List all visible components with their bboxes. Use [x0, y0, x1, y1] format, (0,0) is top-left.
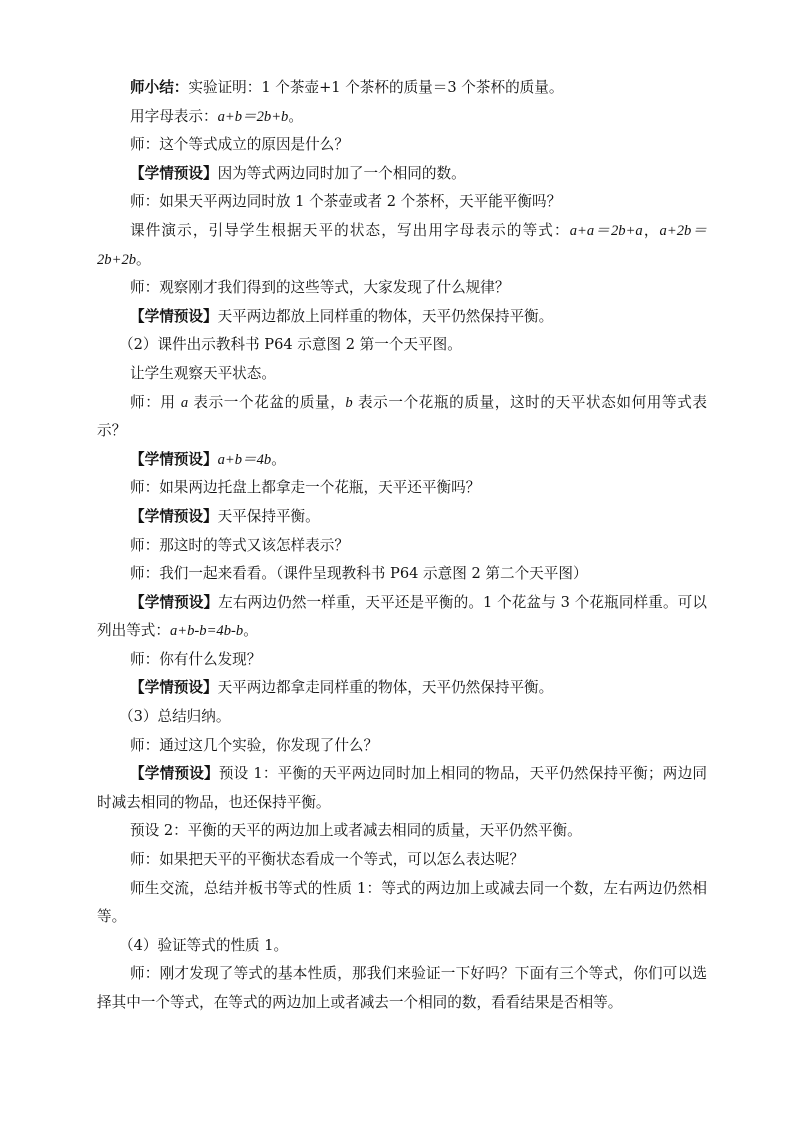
paragraph: [97, 74, 707, 103]
bold-label: 【学情预设】: [130, 164, 218, 182]
paragraph-text: 天平两边都放上同样重的物体，天平仍然保持平衡。: [217, 307, 554, 325]
paragraph-text: 表示一个花瓶的质量，这时的天平状态如何用等式表示？: [97, 393, 707, 440]
math-expression: a: [180, 394, 189, 411]
paragraph: [97, 331, 707, 360]
paragraph-text: 左右两边仍然一样重，天平还是平衡的。1 个花盆与 3 个花瓶同样重。可以列出等式：: [97, 593, 707, 640]
paragraph-text: 师：如果把天平的平衡状态看成一个等式，可以怎么表达呢？: [130, 851, 525, 869]
paragraph-text: 预设 2：平衡的天平的两边加上或者减去相同的质量，天平仍然平衡。: [130, 822, 582, 840]
math-expression: a+a＝2b+a: [569, 222, 643, 239]
paragraph: [97, 960, 707, 1017]
paragraph: [97, 846, 707, 875]
paragraph-text: 师：你有什么发现？: [130, 650, 262, 668]
paragraph: [97, 389, 707, 446]
paragraph-text: 预设 1：平衡的天平两边同时加上相同的物品，天平仍然保持平衡；两边同时减去相同的物品，也还保持平衡。: [97, 765, 707, 811]
paragraph-text: 表示一个花盆的质量，: [188, 393, 346, 411]
paragraph: [97, 674, 707, 703]
paragraph: [97, 932, 707, 961]
paragraph: [97, 875, 707, 932]
paragraph: [97, 446, 707, 475]
paragraph-text: 师：如果两边托盘上都拿走一个花瓶，天平还平衡吗？: [130, 479, 481, 497]
paragraph: [97, 131, 707, 160]
paragraph-text: 实验证明：1 个茶壶+1 个茶杯的质量＝3 个茶杯的质量。: [188, 79, 564, 96]
paragraph-text: 。: [136, 250, 151, 268]
paragraph: [97, 589, 707, 646]
bold-label: 【学情预设】: [130, 765, 219, 783]
paragraph-text: ，: [642, 221, 660, 239]
math-expression: a+b＝4b: [217, 451, 272, 468]
paragraph: [97, 532, 707, 561]
paragraph: [97, 503, 707, 532]
bold-label: 【学情预设】: [130, 679, 218, 697]
paragraph: [97, 817, 707, 846]
paragraph-text: 师：如果天平两边同时放 1 个茶壶或者 2 个茶杯，天平能平衡吗？: [130, 193, 562, 211]
bold-label: 【学情预设】: [130, 593, 219, 611]
paragraph-text: 因为等式两边同时加了一个相同的数。: [217, 164, 466, 182]
math-expression: b: [345, 394, 353, 411]
math-expression: a+b＝2b+b: [217, 108, 289, 125]
paragraph-text: 师：我们一起来看看。（课件呈现教科书 P64 示意图 2 第二个天平图）: [130, 565, 588, 583]
paragraph-text: 师：那这时的等式又该怎样表示？: [130, 536, 349, 554]
paragraph: [97, 732, 707, 761]
document-page: [97, 74, 707, 1018]
paragraph-text: 课件演示，引导学生根据天平的状态，写出用字母表示的等式：: [130, 221, 570, 239]
bold-label: 师小结：: [130, 79, 189, 96]
paragraph-text: 。: [243, 622, 258, 640]
paragraph: [97, 646, 707, 675]
paragraph-text: 。: [288, 107, 303, 125]
paragraph: [97, 103, 707, 132]
paragraph-text: 让学生观察天平状态。: [130, 364, 276, 382]
paragraph: [97, 303, 707, 332]
paragraph: [97, 217, 707, 274]
paragraph-text: 师：通过这几个实验，你发现了什么？: [130, 736, 379, 754]
paragraph: [97, 160, 707, 189]
paragraph: [97, 474, 707, 503]
math-expression: a+2b＝2b+2b: [97, 222, 707, 268]
paragraph-text: 天平保持平衡。: [217, 507, 320, 525]
paragraph-text: 用字母表示：: [130, 107, 218, 125]
paragraph-text: 师：这个等式成立的原因是什么？: [130, 136, 349, 154]
paragraph: [97, 703, 707, 732]
paragraph-text: （4）验证等式的性质 1。: [119, 936, 289, 954]
paragraph-text: 师：用: [130, 393, 181, 411]
bold-label: 【学情预设】: [130, 507, 218, 525]
paragraph-text: 师：观察刚才我们得到的这些等式，大家发现了什么规律？: [130, 279, 510, 297]
paragraph: [97, 760, 707, 817]
bold-label: 【学情预设】: [130, 307, 218, 325]
math-expression: a+b-b=4b-b: [169, 623, 244, 640]
paragraph: [97, 360, 707, 389]
paragraph: [97, 274, 707, 303]
bold-label: 【学情预设】: [130, 450, 218, 468]
paragraph-text: 。: [271, 450, 286, 468]
paragraph-text: （2）课件出示教科书 P64 示意图 2 第一个天平图。: [119, 336, 462, 354]
paragraph: [97, 188, 707, 217]
paragraph-text: 师：刚才发现了等式的基本性质，那我们来验证一下好吗？下面有三个等式，你们可以选择其中一个等式，在等式的两边加上或者减去一个相同的数，看看结果是否相等。: [97, 965, 707, 1011]
paragraph-text: 天平两边都拿走同样重的物体，天平仍然保持平衡。: [217, 679, 554, 697]
paragraph-text: （3）总结归纳。: [119, 708, 231, 726]
paragraph-text: 师生交流，总结并板书等式的性质 1：等式的两边加上或减去同一个数，左右两边仍然相等。: [97, 879, 707, 926]
paragraph: [97, 560, 707, 589]
